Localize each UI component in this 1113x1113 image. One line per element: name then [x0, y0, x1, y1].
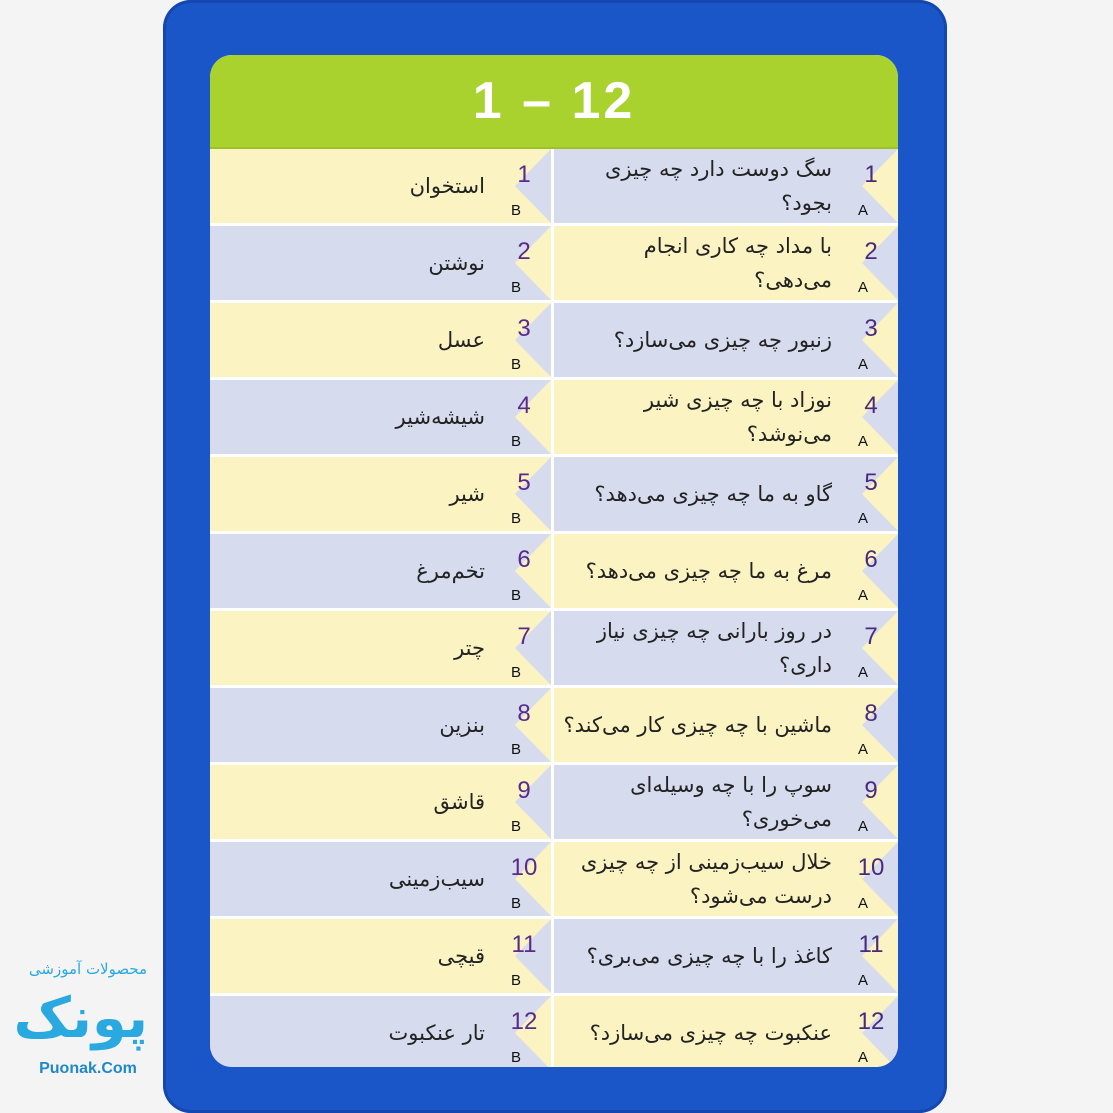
question-cell: [551, 149, 898, 223]
question-number: 5: [864, 469, 878, 496]
answer-text: چتر: [454, 636, 485, 660]
question-number: 11: [858, 931, 884, 958]
question-letter: A: [857, 741, 868, 758]
row-divider: [210, 993, 898, 996]
row-divider: [210, 377, 898, 380]
table-row: [210, 688, 898, 762]
answer-cell: [210, 226, 551, 300]
answer-number: 12: [510, 1008, 538, 1035]
question-number: 1: [864, 161, 878, 188]
question-text: عنکبوت چه چیزی می‌سازد؟: [589, 1021, 832, 1045]
answer-text: عسل: [437, 328, 485, 352]
row-divider: [210, 300, 898, 303]
question-cell: [551, 919, 898, 993]
answer-cell: [210, 380, 551, 454]
table-row: [210, 765, 898, 839]
question-letter: A: [857, 202, 868, 219]
column-divider: [551, 380, 554, 454]
answer-number: 11: [511, 931, 537, 958]
answer-text: قیچی: [437, 944, 485, 968]
answer-cell: [210, 688, 551, 762]
answer-letter: B: [510, 664, 521, 681]
answer-cell: [210, 996, 551, 1067]
question-letter: A: [857, 510, 868, 527]
column-divider: [551, 611, 554, 685]
answer-number: 6: [517, 546, 531, 573]
question-number: 3: [864, 315, 878, 342]
card-inner: [210, 55, 898, 1067]
answer-cell: [210, 842, 551, 916]
answer-cell: [210, 611, 551, 685]
table-row: [210, 226, 898, 300]
answer-number: 10: [510, 854, 538, 881]
question-text: با مداد چه کاری انجام می‌دهی؟: [643, 234, 832, 292]
question-text: در روز بارانی چه چیزی نیاز داری؟: [596, 619, 832, 677]
answer-cell: [210, 534, 551, 608]
row-divider: [210, 223, 898, 226]
question-letter: A: [857, 895, 868, 912]
answer-text: سیب‌زمینی: [388, 867, 485, 891]
column-divider: [551, 457, 554, 531]
column-divider: [551, 688, 554, 762]
answer-cell: [210, 765, 551, 839]
card-header: [210, 55, 898, 149]
brand-tagline: محصولات آموزشی: [28, 960, 148, 978]
table-row: [210, 534, 898, 608]
question-cell: [551, 226, 898, 300]
column-divider: [551, 765, 554, 839]
answer-letter: B: [510, 510, 521, 527]
answer-number: 7: [517, 623, 531, 650]
answer-text: قاشق: [433, 790, 485, 814]
question-text: ماشین با چه چیزی کار می‌کند؟: [563, 713, 832, 737]
table-row: [210, 380, 898, 454]
brand-url: Puonak.Com: [39, 1060, 137, 1077]
answer-letter: B: [510, 587, 521, 604]
answer-letter: B: [510, 202, 521, 219]
question-text: نوزاد با چه چیزی شیر می‌نوشد؟: [643, 388, 832, 446]
answer-number: 5: [517, 469, 531, 496]
question-text: کاغذ را با چه چیزی می‌بری؟: [586, 944, 832, 968]
answer-letter: B: [510, 972, 521, 989]
question-text: مرغ به ما چه چیزی می‌دهد؟: [585, 559, 832, 583]
question-number: 9: [864, 777, 878, 804]
row-divider: [210, 916, 898, 919]
column-divider: [551, 842, 554, 916]
question-number: 4: [864, 392, 878, 419]
column-divider: [551, 996, 554, 1067]
answer-number: 2: [517, 238, 531, 265]
question-cell: [551, 303, 898, 377]
question-number: 12: [857, 1008, 885, 1035]
answer-number: 9: [517, 777, 531, 804]
answer-text: استخوان: [409, 174, 485, 198]
column-divider: [551, 226, 554, 300]
column-divider: [551, 534, 554, 608]
row-divider: [210, 685, 898, 688]
card-title: 1 – 12: [472, 72, 636, 130]
table-row: [210, 303, 898, 377]
answer-cell: [210, 457, 551, 531]
answer-letter: B: [510, 818, 521, 835]
column-divider: [551, 149, 554, 223]
question-number: 8: [864, 700, 878, 727]
question-cell: [551, 765, 898, 839]
answer-cell: [210, 303, 551, 377]
question-number: 10: [857, 854, 885, 881]
table-row: [210, 611, 898, 685]
answer-text: شیشه‌شیر: [395, 405, 485, 429]
table-row: [210, 996, 898, 1067]
question-letter: A: [857, 1049, 868, 1066]
question-letter: A: [857, 279, 868, 296]
answer-letter: B: [510, 741, 521, 758]
answer-number: 3: [517, 315, 531, 342]
brand-logo: [8, 960, 168, 1090]
question-text: سگ دوست دارد چه چیزی بجود؟: [604, 157, 832, 215]
answer-text: شیر: [449, 482, 485, 506]
table-row: [210, 149, 898, 223]
answer-text: بنزین: [439, 713, 485, 737]
question-letter: A: [857, 587, 868, 604]
question-number: 2: [864, 238, 878, 265]
question-cell: [551, 457, 898, 531]
row-divider: [210, 762, 898, 765]
question-letter: A: [857, 356, 868, 373]
question-letter: A: [857, 818, 868, 835]
question-cell: [551, 534, 898, 608]
question-cell: [551, 996, 898, 1067]
question-text: خلال سیب‌زمینی از چه چیزی درست می‌شود؟: [580, 850, 832, 908]
row-divider: [210, 454, 898, 457]
answer-letter: B: [510, 279, 521, 296]
answer-text: تخم‌مرغ: [416, 559, 485, 583]
question-letter: A: [857, 972, 868, 989]
answer-text: تار عنکبوت: [388, 1021, 485, 1045]
answer-cell: [210, 149, 551, 223]
question-cell: [551, 688, 898, 762]
brand-name: پونک: [13, 986, 148, 1051]
answer-letter: B: [510, 356, 521, 373]
table-row: [210, 457, 898, 531]
answer-number: 1: [517, 161, 531, 188]
column-divider: [551, 919, 554, 993]
row-divider: [210, 531, 898, 534]
question-letter: A: [857, 433, 868, 450]
answer-number: 4: [517, 392, 531, 419]
question-text: سوپ را با چه وسیله‌ای می‌خوری؟: [630, 773, 832, 831]
question-table: [210, 149, 898, 1067]
answer-text: نوشتن: [428, 251, 485, 275]
answer-letter: B: [510, 433, 521, 450]
question-letter: A: [857, 664, 868, 681]
question-text: زنبور چه چیزی می‌سازد؟: [613, 328, 832, 352]
table-row: [210, 842, 898, 916]
question-number: 6: [864, 546, 878, 573]
question-cell: [551, 842, 898, 916]
question-cell: [551, 380, 898, 454]
answer-number: 8: [517, 700, 531, 727]
question-number: 7: [864, 623, 878, 650]
row-divider: [210, 608, 898, 611]
answer-cell: [210, 919, 551, 993]
question-cell: [551, 611, 898, 685]
table-row: [210, 919, 898, 993]
row-divider: [210, 839, 898, 842]
column-divider: [551, 303, 554, 377]
question-text: گاو به ما چه چیزی می‌دهد؟: [594, 482, 832, 506]
answer-letter: B: [510, 895, 521, 912]
answer-letter: B: [510, 1049, 521, 1066]
